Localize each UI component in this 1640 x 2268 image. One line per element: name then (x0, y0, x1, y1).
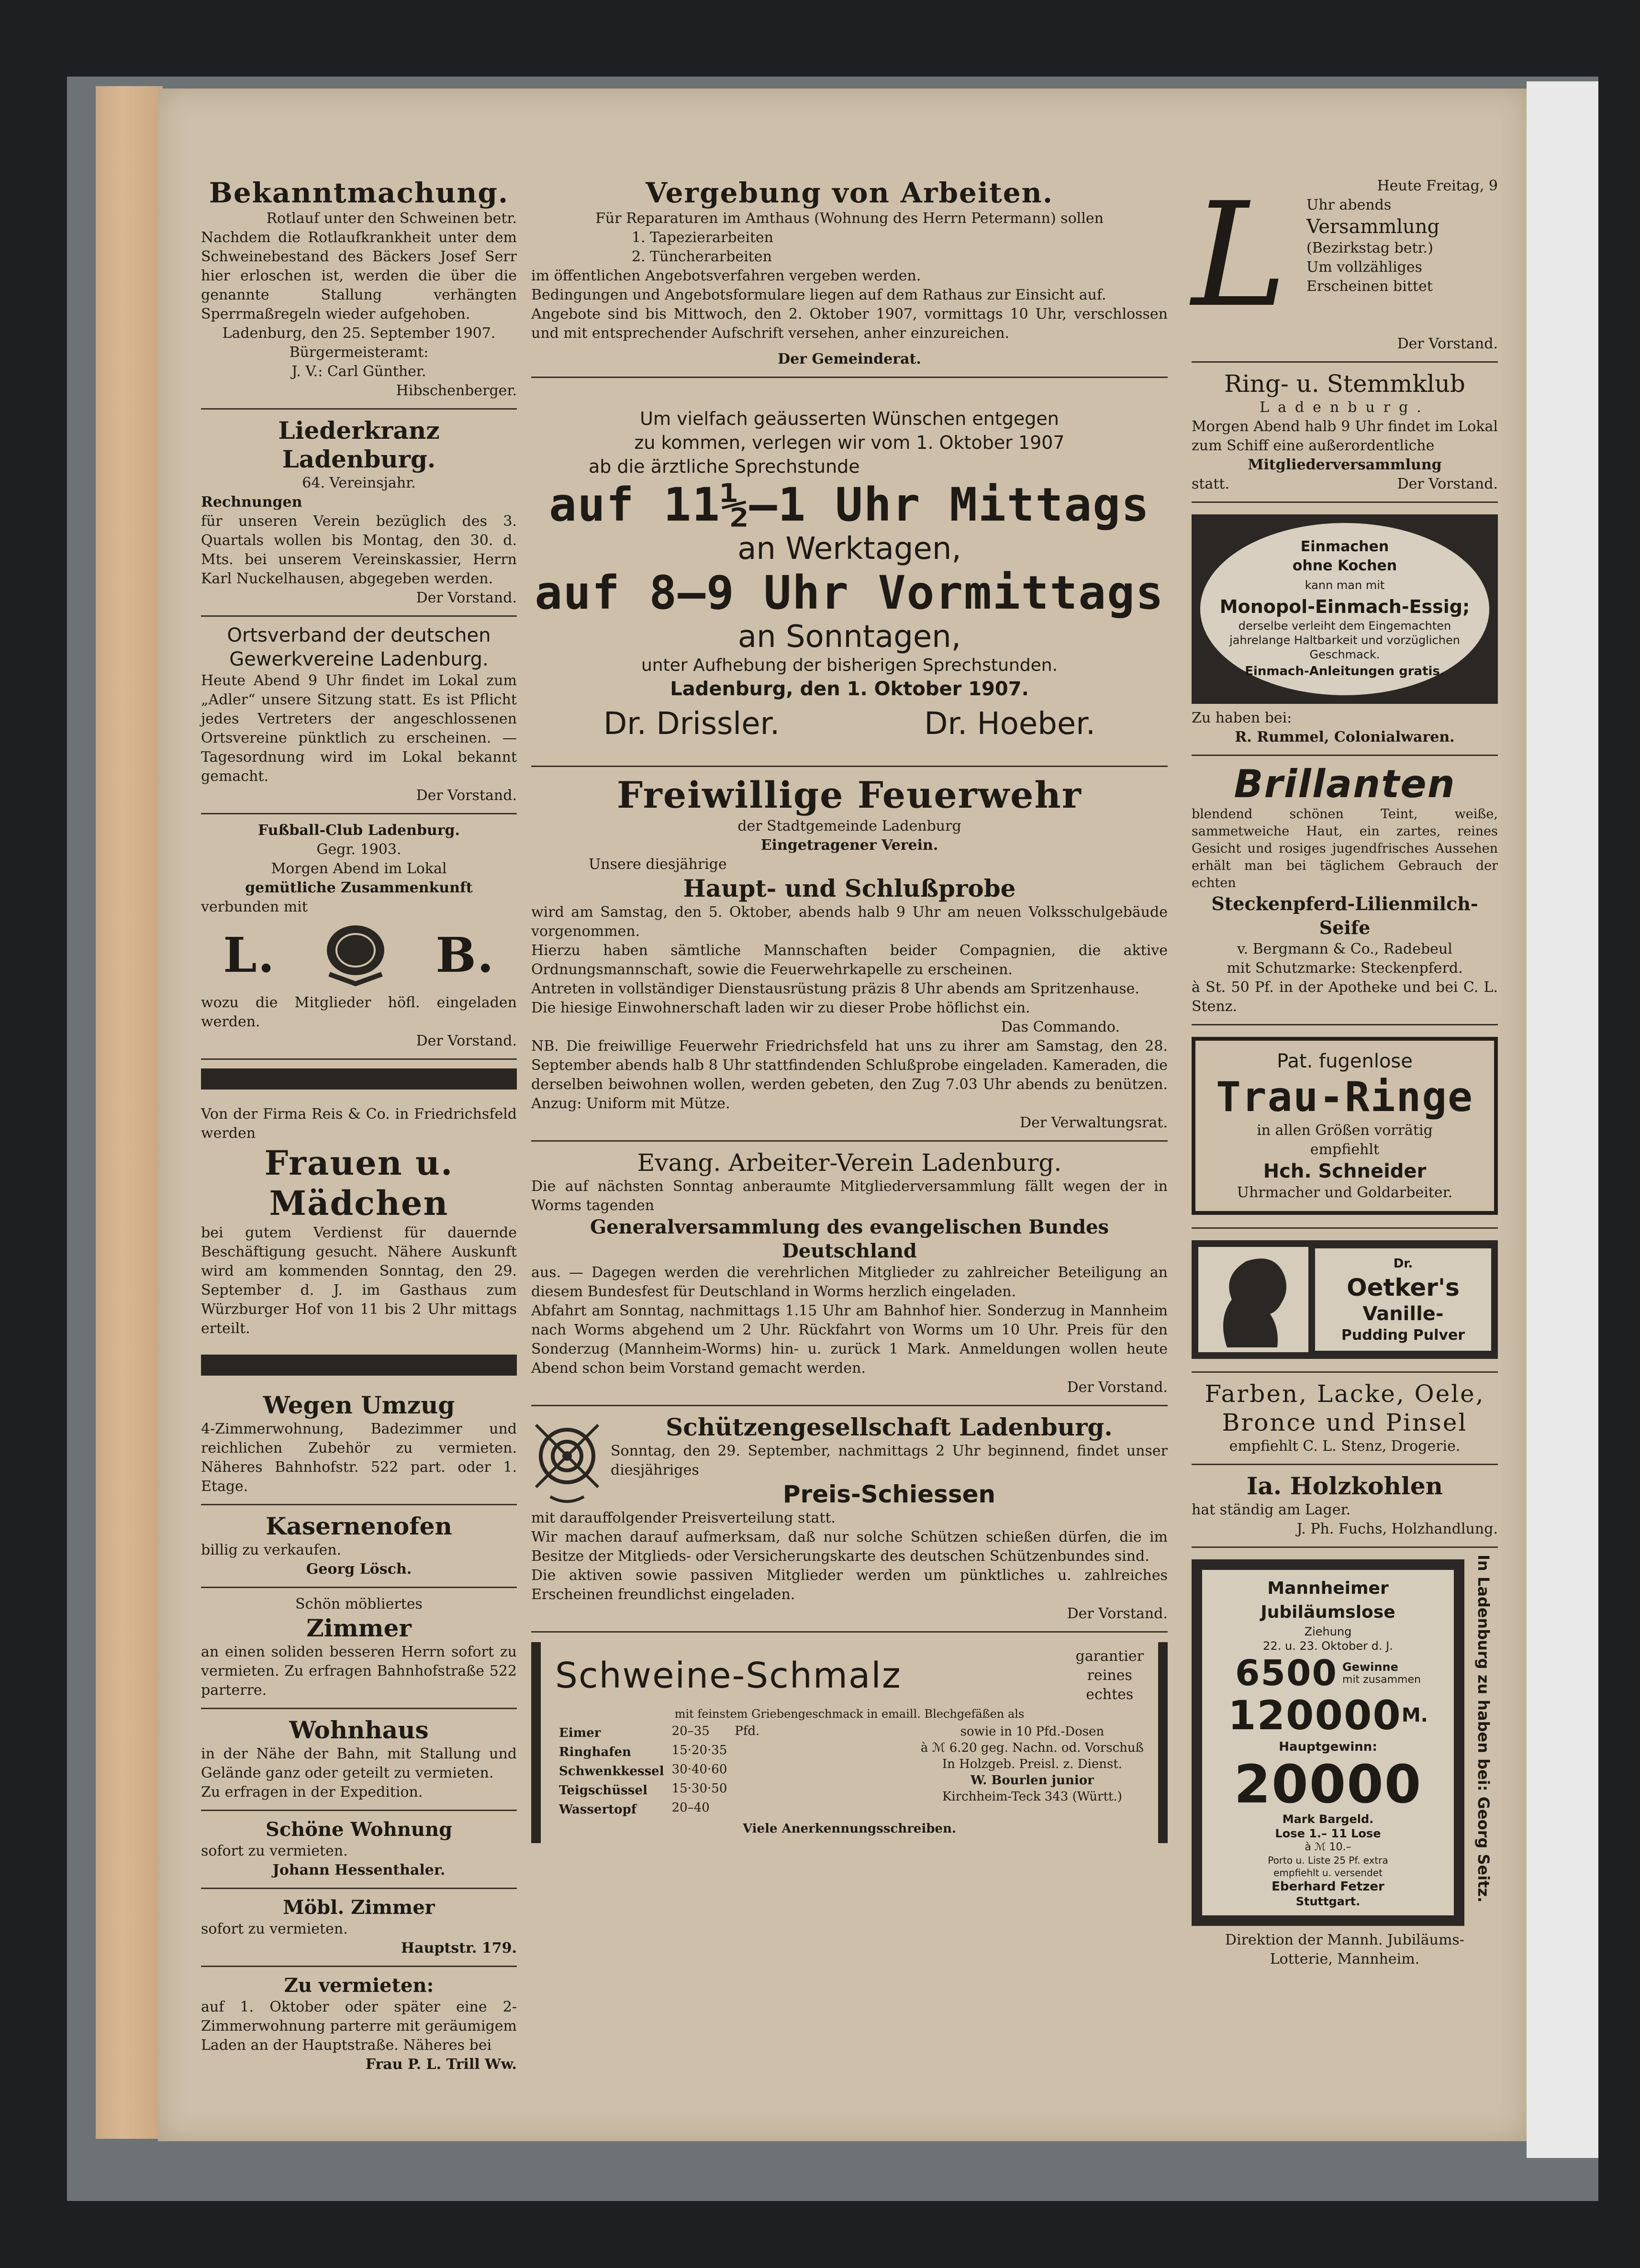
ring-ad (1192, 363, 1498, 503)
emblem-letter-l: L. (223, 927, 276, 983)
vergebung-sign: Der Gemeinderat. (778, 351, 921, 367)
doctor-drissler: Dr. Drissler. (603, 706, 780, 742)
vergebung-item1: 1. Tapezierarbeiten (632, 229, 774, 246)
wohnhaus-ad (201, 1709, 517, 1811)
zimmer-title: Zimmer (306, 1614, 412, 1642)
ring-place: Ladenburg. (1260, 399, 1430, 416)
monopol-l3: kann man mit (1305, 578, 1385, 592)
ringe-frame (1192, 1037, 1498, 1215)
schuetzen-sign: Der Vorstand. (1067, 1605, 1168, 1622)
football-icon (320, 922, 391, 989)
sprechstunde-line3: auf 8–9 Uhr Vormittags (535, 566, 1164, 620)
divider-bar (201, 1068, 517, 1090)
lotterie-l1: Mannheimer (1267, 1579, 1389, 1598)
versammlung-l3: Versammlung (1306, 216, 1440, 238)
ortsverband-title: Ortsverband der deutschen Gewerkvereine Ladenburg. (227, 624, 491, 670)
schmalz-frame (531, 1642, 1168, 1843)
fussball-line3: verbunden mit (201, 899, 308, 915)
liederkranz-year: 64. Vereinsjahr. (302, 475, 416, 491)
newspaper-page (158, 89, 1527, 2141)
lotterie-n1t2: mit zusammen (1342, 1674, 1421, 1686)
reis-body: bei gutem Verdienst für dauernde Beschäftigung gesucht. Nähere Auskunft wird am kommenden Sonntag, den 29. September d. J. im Gasthaus zum Würzburger Hof von 11 bis 2 Uhr mittags erteilt. (201, 1224, 517, 1337)
feuerwehr-headline: Haupt- und Schlußprobe (683, 874, 1016, 902)
moebl-sign: Hauptstr. 179. (401, 1940, 517, 1957)
vergebung-body3: Angebote sind bis Mittwoch, den 2. Oktober 1907, vormittags 10 Uhr, verschlossen und mit entsprechender Aufschrift versehen, anher einzureichen. (531, 306, 1168, 342)
vermieten-ad (201, 1967, 517, 2082)
schuetzen-body1: Wir machen darauf aufmerksam, daß nur solche Schützen schießen dürfen, die im Besitze der Mitglieds- oder Versicherungskarte des deutschen Schützenbundes sind. (531, 1529, 1168, 1565)
feuerwehr-nb: NB. Die freiwillige Feuerwehr Friedrichsfeld hat uns zu ihrer am Samstag, den 28. September abends halb 8 Uhr stattfindenden Schlußprobe eingeladen. Kameraden, die derselben beiwohnen wollen, werden gebeten, den Zug 7.03 Uhr abends zu benützen. Anzug: Uniform mit Mütze. (531, 1038, 1168, 1112)
versammlung-l2: Uhr abends (1306, 197, 1392, 213)
versammlung-l4: (Bezirkstag betr.) (1306, 240, 1433, 256)
monopol-frame (1192, 514, 1498, 704)
ofen-body: billig zu verkaufen. (201, 1542, 342, 1558)
schmalz-header (555, 1647, 1144, 1704)
lotterie-side: In Ladenburg zu haben bei: Georg Seitz. (1474, 1555, 1493, 1903)
wohnhaus-title: Wohnhaus (289, 1716, 429, 1744)
oetker-l2: Vanille- (1362, 1303, 1444, 1325)
feuerwehr-intro: Unsere diesjährige (589, 856, 727, 873)
lotterie-n1t1: Gewinne (1342, 1660, 1398, 1674)
emblem-letter-b: B. (435, 927, 495, 983)
ring-sign: Der Vorstand. (1397, 476, 1498, 492)
table-row: Schwenkkessel 30·40·60 (559, 1762, 727, 1779)
monopol-ad (1192, 503, 1498, 756)
ringe-pat: Pat. fugenlose (1277, 1050, 1413, 1072)
evang-headline: Generalversammlung des evangelischen Bundes Deutschland (590, 1216, 1109, 1262)
oetker-dr: Dr. (1393, 1256, 1413, 1271)
lotterie-l7: Lose 1.– 11 Lose (1275, 1827, 1381, 1840)
monopol-l6: Einmach-Anleitungen gratis. (1245, 664, 1445, 678)
middle-column (531, 170, 1168, 1851)
moebl-body: sofort zu vermieten. (201, 1921, 348, 1937)
versammlung-l1: Heute Freitag, 9 (1377, 178, 1498, 194)
table-row: Eimer 20–35 Pfd. (559, 1724, 760, 1740)
ringe-ad (1192, 1025, 1498, 1229)
fussball-sign: Der Vorstand. (416, 1033, 517, 1049)
sprechstunde-intro2: zu kommen, verlegen wir vom 1. Oktober 1907 (634, 432, 1065, 453)
umzug-title: Wegen Umzug (263, 1391, 455, 1419)
right-column (1192, 170, 1498, 1977)
wohnung-body: sofort zu vermieten. (201, 1843, 348, 1859)
lotterie-footer2: Lotterie, Mannheim. (1270, 1951, 1420, 1968)
bekanntmachung-office: Bürgermeisteramt: (289, 344, 429, 361)
reis-ad (201, 1098, 517, 1346)
ringe-title: Trau-Ringe (1216, 1073, 1473, 1121)
bekanntmachung-date: Ladenburg, den 25. September 1907. (222, 325, 496, 342)
ringe-trade: Uhrmacher und Goldarbeiter. (1237, 1184, 1453, 1201)
moebl-ad (201, 1889, 517, 1967)
lotterie-l4: 22. u. 23. Oktober d. J. (1263, 1639, 1393, 1653)
farben-l2: Bronce und Pinsel (1222, 1409, 1468, 1436)
lotterie-n3: 20000 (1234, 1754, 1422, 1815)
fussball-line1: Morgen Abend im Lokal (271, 860, 447, 877)
holzkohlen-ad (1192, 1465, 1498, 1548)
schmalz-right1: sowie in 10 Pfd.-Dosen (960, 1724, 1104, 1739)
lotterie-l5: Hauptgewinn: (1279, 1740, 1377, 1754)
evang-body3: Abfahrt am Sonntag, nachmittags 1.15 Uhr am Bahnhof hier. Sonderzug in Mannheim nach Worms abgehend um 2 Uhr. Rückfahrt von Worms um 10 Uhr. Preis für den Sonderzug (Mannheim-Worms) hin- u. zurück 1 Mark. Anmeldungen wollen heute Abend schon beim Vorstand gemacht werden. (531, 1302, 1168, 1377)
sprechstunde-intro3: ab die ärztliche Sprechstunde (589, 456, 860, 477)
brillanten-headline: Steckenpferd-Lilienmilch-Seife (1211, 893, 1478, 938)
vergebung-body1: im öffentlichen Angebotsverfahren vergeben werden. (531, 267, 921, 284)
monopol-l8: R. Rummel, Colonialwaren. (1235, 729, 1455, 745)
moebl-title: Möbl. Zimmer (283, 1896, 435, 1919)
vergebung-ad (531, 170, 1168, 378)
schmalz-details (555, 1723, 1144, 1819)
wohnhaus-body: in der Nähe der Bahn, mit Stallung und Gelände ganz oder geteilt zu vermieten. (201, 1745, 517, 1781)
schmalz-right2: à ℳ 6.20 geg. Nachn. od. Vorschuß (920, 1741, 1144, 1755)
brillanten-body: blendend schönen Teint, weiße, sammetweiche Haut, ein zartes, reines Gesicht und rosiges jugendfrisches Aussehen erhält man bei täglichem Gebrauch der echten (1192, 807, 1498, 890)
farben-l3: empfiehlt C. L. Stenz, Drogerie. (1229, 1438, 1461, 1455)
umzug-body: 4-Zimmerwohnung, Badezimmer und reichlichen Zubehör zu vermieten. Näheres Bahnhofstr. 522 part. oder 1. Etage. (201, 1421, 517, 1495)
liederkranz-sign: Der Vorstand. (416, 589, 517, 606)
oetker-label (1315, 1248, 1491, 1351)
table-row: Wassertopf 20–40 (559, 1801, 710, 1817)
lotterie-inner (1202, 1570, 1454, 1915)
feuerwehr-body2: Hierzu haben sämtliche Mannschaften beider Compagnien, die aktive Ordnungsmannschaft, sowie die Feuerwehrkapelle zu erscheinen. (531, 942, 1168, 978)
lotterie-l12: Stuttgart. (1295, 1895, 1361, 1908)
ring-headline: Mitgliederversammlung (1248, 456, 1442, 473)
lotterie-l6: Mark Bargeld. (1282, 1812, 1374, 1826)
feuerwehr-body4: Die hiesige Einwohnerschaft laden wir zu dieser Probe höflichst ein. (531, 1000, 1030, 1016)
lotterie-l2: Jubiläumslose (1261, 1602, 1395, 1622)
schuetzen-header (531, 1413, 1168, 1509)
ringe-l2: empfiehlt (1310, 1141, 1380, 1158)
evang-sign: Der Vorstand. (1067, 1379, 1168, 1396)
monopol-oval (1200, 523, 1489, 695)
target-emblem-icon (531, 1415, 603, 1506)
fussball-emblem (201, 917, 517, 993)
bekanntmachung-ad (201, 170, 517, 410)
schuetzen-headline: Preis-Schiessen (782, 1480, 996, 1508)
liederkranz-title: Liederkranz Ladenburg. (278, 416, 440, 473)
lotterie-l9: Porto u. Liste 25 Pf. extra (1268, 1855, 1388, 1866)
farben-ad (1192, 1373, 1498, 1465)
lotterie-frame (1192, 1559, 1464, 1926)
schuetzen-line2: mit darauffolgender Preisverteilung statt. (531, 1510, 836, 1526)
monopol-l4: Monopol-Einmach-Essig; (1219, 596, 1470, 617)
lotterie-l10: empfiehlt u. versendet (1273, 1867, 1383, 1879)
schmalz-sub: mit feinstem Griebengeschmack in emaill. Blechgefäßen als (674, 1707, 1025, 1721)
schmalz-side3: echtes (1086, 1686, 1134, 1703)
lotterie-n1: 6500 (1235, 1653, 1338, 1694)
table-row: Teigschüssel 15·30·50 (559, 1781, 727, 1798)
schmalz-right3: In Holzgeb. Preisl. z. Dienst. (942, 1757, 1123, 1771)
ofen-title: Kasernenofen (266, 1512, 452, 1540)
wohnhaus-info: Zu erfragen in der Expedition. (201, 1784, 423, 1801)
monopol-l2: ohne Kochen (1292, 557, 1397, 574)
vermieten-title: Zu vermieten: (284, 1974, 434, 1997)
oetker-ad (1192, 1229, 1498, 1373)
bekanntmachung-subject: Rotlauf unter den Schweinen betr. (266, 210, 517, 227)
ofen-ad (201, 1505, 517, 1588)
sprechstunde-line1: auf 11½–1 Uhr Mittags (549, 478, 1150, 532)
brillanten-price: à St. 50 Pf. in der Apotheke und bei C. L. Stenz. (1192, 979, 1498, 1015)
sprechstunde-line4: an Sonntagen, (737, 619, 961, 655)
oetker-frame (1192, 1240, 1498, 1359)
versammlung-l6: Erscheinen bittet (1306, 278, 1433, 295)
doctor-hoeber: Dr. Hoeber. (924, 706, 1096, 742)
bekanntmachung-body: Nachdem die Rotlaufkrankheit unter dem Schweinebestand des Bäckers Josef Serr hier erloschen ist, werden die über die genannte Stallung verhängten Sperrmaßregeln wieder aufgehoben. (201, 229, 517, 322)
fussball-line2: gemütliche Zusammenkunft (245, 879, 473, 896)
schmalz-side2: reines (1087, 1667, 1132, 1684)
brillanten-maker: v. Bergmann & Co., Radebeul (1237, 941, 1452, 957)
page-edges (96, 86, 163, 2139)
zimmer-body: an einen soliden besseren Herrn sofort zu vermieten. Zu erfragen Bahnhofstraße 522 parterre. (201, 1644, 517, 1699)
schmalz-side1: garantier (1075, 1648, 1144, 1665)
lotterie-n2: 120000 (1228, 1692, 1402, 1739)
lotterie-l11: Eberhard Fetzer (1272, 1879, 1384, 1894)
bekanntmachung-title: Bekanntmachung. (209, 177, 509, 209)
lotterie-ad (1192, 1548, 1498, 1977)
schmalz-right4: W. Bourlen junior (971, 1773, 1094, 1788)
ortsverband-body: Heute Abend 9 Uhr findet im Lokal zum „Adler“ unsere Sitzung statt. Es ist Pflicht jedes Vertreters der angeschlossenen Ortsvereine pünktlich zu erscheinen. — Tagesordnung wird im Lokal bekannt gemacht. (201, 672, 517, 785)
back-cover-edge (1527, 81, 1598, 2158)
sprechstunde-doctors (531, 706, 1168, 742)
schuetzen-line1: Sonntag, den 29. September, nachmittags 2 Uhr beginnend, findet unser diesjähriges (611, 1443, 1168, 1479)
feuerwehr-title: Freiwillige Feuerwehr (617, 774, 1082, 816)
monopol-l5: derselbe verleiht dem Eingemachten jahrelange Haltbarkeit und vorzüglichen Geschmack. (1229, 619, 1460, 661)
brillanten-mark: mit Schutzmarke: Steckenpferd. (1227, 960, 1463, 977)
ringe-l1: in allen Größen vorrätig (1257, 1122, 1433, 1139)
fussball-body: wozu die Mitglieder höfl. eingeladen werden. (201, 994, 517, 1030)
feuerwehr-sub2: Eingetragener Verein. (760, 837, 938, 854)
liederkranz-lead: Rechnungen (201, 494, 302, 511)
divider-bar-2 (201, 1355, 517, 1376)
feuerwehr-body1: wird am Samstag, den 5. Oktober, abends halb 9 Uhr am neuen Volksschulgebäude vorgenommen. (531, 904, 1168, 940)
schuetzen-body2: Die aktiven sowie passiven Mitglieder werden um pünktliches u. zahlreiches Erscheinen freundlichst eingeladen. (531, 1567, 1168, 1603)
versammlung-l5: Um vollzähliges (1306, 259, 1423, 276)
wohnung-title: Schöne Wohnung (265, 1818, 453, 1841)
ortsverband-sign: Der Vorstand. (416, 787, 517, 804)
holzkohlen-title: Ia. Holzkohlen (1246, 1472, 1443, 1500)
oetker-name: Oetker's (1347, 1274, 1460, 1301)
sprechstunde-line2: an Werktagen, (737, 531, 961, 567)
farben-l1: Farben, Lacke, Oele, (1205, 1380, 1485, 1408)
sprechstunde-date: Ladenburg, den 1. Oktober 1907. (670, 678, 1029, 700)
feuerwehr-sign1: Das Commando. (1001, 1019, 1120, 1035)
fussball-title: Fußball-Club Ladenburg. (258, 822, 460, 839)
left-column (201, 170, 517, 2082)
evang-body1: Die auf nächsten Sonntag anberaumte Mitgliederversammlung fällt wegen der in Worms tagenden (531, 1178, 1168, 1214)
lotterie-n2u: M. (1401, 1704, 1428, 1726)
vermieten-body: auf 1. Oktober oder später eine 2-Zimmerwohnung parterre mit geräumigem Laden an der Hauptstraße. Näheres bei (201, 1999, 517, 2054)
schmalz-title: Schweine-Schmalz (555, 1655, 902, 1696)
schmalz-footer: Viele Anerkennungsschreiben. (742, 1822, 957, 1836)
ring-title: Ring- u. Stemmklub (1224, 370, 1465, 398)
ring-body2: statt. (1192, 476, 1229, 492)
table-row: Ringhafen 15·20·35 (559, 1743, 727, 1759)
fussball-ad (201, 814, 517, 1060)
vergebung-item2: 2. Tüncherarbeiten (632, 248, 772, 265)
ortsverband-ad (201, 617, 517, 814)
sprechstunde-intro1: Um vielfach geäusserten Wünschen entgegen (640, 408, 1059, 429)
feuerwehr-ad (531, 767, 1168, 1142)
woman-profile-icon (1198, 1247, 1308, 1352)
ring-body1: Morgen Abend halb 9 Uhr findet im Lokal zum Schiff eine außerordentliche (1192, 418, 1498, 454)
oetker-l3: Pudding Pulver (1341, 1327, 1465, 1344)
schuetzen-ad (531, 1406, 1168, 1633)
bekanntmachung-sign1: J. V.: Carl Günther. (291, 363, 426, 380)
sprechstunde-ad (531, 378, 1168, 767)
sprechstunde-line5: unter Aufhebung der bisherigen Sprechstunden. (641, 656, 1058, 675)
schmalz-ad (531, 1633, 1168, 1851)
vergebung-lead: Für Reparaturen im Amthaus (Wohnung des Herrn Petermann) sollen (595, 210, 1104, 227)
vergebung-body2: Bedingungen und Angebotsformulare liegen auf dem Rathaus zur Einsicht auf. (531, 287, 1106, 303)
vermieten-sign: Frau P. L. Trill Ww. (365, 2056, 517, 2073)
schuetzen-title: Schützengesellschaft Ladenburg. (666, 1413, 1113, 1441)
feuerwehr-body3: Antreten in vollständiger Dienstausrüstung präzis 8 Uhr abends am Spritzenhause. (531, 980, 1139, 997)
bekanntmachung-sign2: Hibschenberger. (396, 382, 517, 399)
lotterie-l8: à ℳ 10.– (1305, 1841, 1351, 1853)
schmalz-table (555, 1723, 763, 1819)
monopol-l1: Einmachen (1300, 538, 1389, 555)
brillanten-ad (1192, 756, 1498, 1025)
brillanten-title: Brillanten (1234, 762, 1456, 806)
schmalz-right5: Kirchheim-Teck 343 (Württ.) (942, 1790, 1122, 1804)
holzkohlen-l1: hat ständig am Lager. (1192, 1501, 1351, 1518)
lotterie-side-strip (1464, 1555, 1498, 1931)
feuerwehr-sub1: der Stadtgemeinde Ladenburg (737, 818, 961, 834)
ringe-name: Hch. Schneider (1263, 1160, 1427, 1182)
liederkranz-body: für unseren Verein bezüglich des 3. Quartals wollen bis Montag, den 30. d. Mts. bei unserem Vereinskassier, Herrn Karl Nuckelhausen, abgegeben werden. (201, 513, 517, 587)
feuerwehr-sign2: Der Verwaltungsrat. (1020, 1114, 1168, 1131)
reis-intro: Von der Firma Reis & Co. in Friedrichsfeld werden (201, 1106, 517, 1142)
wohnung-sign: Johann Hessenthaler. (272, 1862, 446, 1879)
zimmer-ad (201, 1588, 517, 1709)
versammlung-ad (1192, 170, 1498, 363)
vergebung-title: Vergebung von Arbeiten. (645, 177, 1054, 209)
holzkohlen-l2: J. Ph. Fuchs, Holzhandlung. (1296, 1521, 1498, 1537)
fussball-founded: Gegr. 1903. (316, 841, 402, 858)
evang-ad (531, 1142, 1168, 1406)
script-logo: L (1192, 172, 1287, 339)
umzug-ad (201, 1384, 517, 1505)
liederkranz-ad (201, 410, 517, 617)
wohnung-ad (201, 1811, 517, 1889)
reis-headline: Frauen u. Mädchen (264, 1143, 454, 1223)
evang-title: Evang. Arbeiter-Verein Ladenburg. (637, 1149, 1062, 1177)
ofen-sign: Georg Lösch. (306, 1561, 412, 1578)
lotterie-l3: Ziehung (1304, 1625, 1352, 1638)
evang-body2: aus. — Dagegen werden die verehrlichen Mitglieder zu zahlreicher Beteiligung an diesem Bundesfest für Deutschland in Worms herzlich eingeladen. (531, 1264, 1168, 1300)
monopol-l7: Zu haben bei: (1192, 710, 1292, 726)
lotterie-footer1: Direktion der Mannh. Jubiläums- (1225, 1932, 1464, 1948)
zimmer-pre: Schön möbliertes (295, 1596, 423, 1612)
versammlung-sign: Der Vorstand. (1397, 335, 1498, 352)
